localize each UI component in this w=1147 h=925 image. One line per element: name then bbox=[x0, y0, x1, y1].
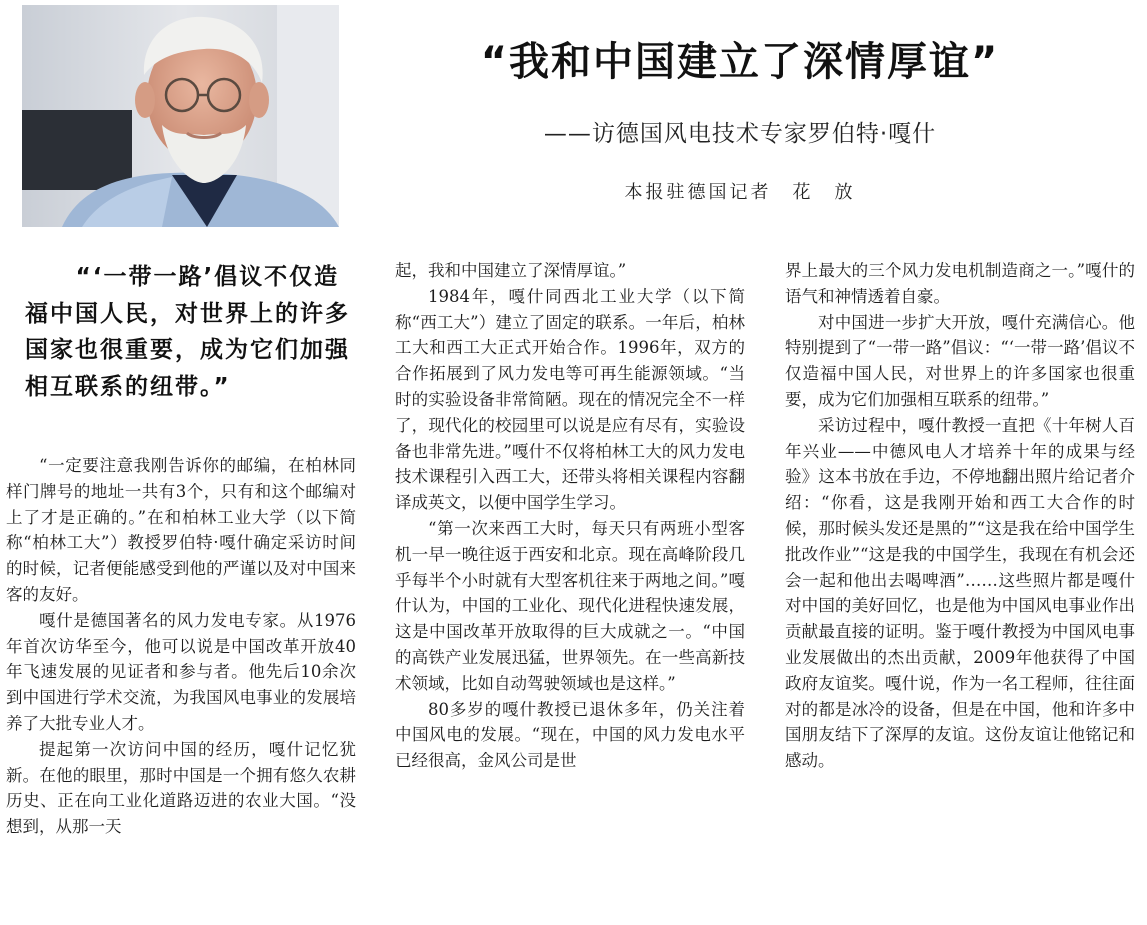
paragraph: 采访过程中，嘎什教授一直把《十年树人百年兴业——中德风电人才培养十年的成果与经验》这本书放在手边，不停地翻出照片给记者介绍：“你看，这是我刚开始和西工大合作的时候，那时候头发还是黑的”“这是我在给中国学生批改作业”“这是我的中国学生，我现在有机会还会一起和他出去喝啤酒”……这些照片都是嘎什对中国的美好回忆，也是他为中国风电事业作出贡献最直接的证明。鉴于嘎什教授为中国风电事业发展做出的杰出贡献，2009年他获得了中国政府友谊奖。嘎什说，作为一名工程师，往往面对的都是冰冷的设备，但是在中国，他和许多中国朋友结下了深厚的友谊。这份友谊让他铭记和感动。 bbox=[785, 415, 1135, 771]
portrait-photo bbox=[22, 5, 339, 227]
paragraph: “一定要注意我刚告诉你的邮编，在柏林同样门牌号的地址一共有3个，只有和这个邮编对上了才是正确的。”在和柏林工业大学（以下简称“柏林工大”）教授罗伯特·嘎什确定采访时间的时候，记者便能感受到他的严谨以及对中国来客的友好。 bbox=[6, 456, 356, 604]
pull-quote: “‘一带一路’倡议不仅造福中国人民，对世界上的许多国家也很重要，成为它们加强相互联系的纽带。” bbox=[25, 264, 350, 400]
paragraph: 对中国进一步扩大开放，嘎什充满信心。他特别提到了“一带一路”倡议：“‘一带一路’倡议不仅造福中国人民，对世界上的许多国家也很重要，成为它们加强相互联系的纽带。” bbox=[785, 312, 1135, 409]
text-column-1 bbox=[6, 453, 356, 840]
article-byline: 本报驻德国记者 花 放 bbox=[624, 182, 856, 203]
paragraph: 提起第一次访问中国的经历，嘎什记忆犹新。在他的眼里，那时中国是一个拥有悠久农耕历史、正在向工业化道路迈进的农业大国。“没想到，从那一天 bbox=[6, 739, 356, 837]
text-column-2 bbox=[395, 258, 745, 774]
article-subtitle: ——访德国风电技术专家罗伯特·嘎什 bbox=[543, 121, 937, 147]
paragraph: 1984年，嘎什同西北工业大学（以下简称“西工大”）建立了固定的联系。一年后，柏林工大和西工大正式开始合作。1996年，双方的合作拓展到了风力发电等可再生能源领域。“当时的实验设备非常简陋。现在的情况完全不一样了，现代化的校园里可以说是应有尽有，实验设备也非常先进。”嘎什不仅将柏林工大的风力发电技术课程引入西工大，还带头将相关课程内容翻译成英文，以便中国学生学习。 bbox=[395, 286, 745, 513]
paragraph-continued: 起，我和中国建立了深情厚谊。” bbox=[395, 261, 627, 280]
paragraph-continued: 界上最大的三个风力发电机制造商之一。”嘎什的语气和神情透着自豪。 bbox=[785, 261, 1135, 306]
paragraph: 嘎什是德国著名的风力发电专家。从1976年首次访华至今，他可以说是中国改革开放40年飞速发展的见证者和参与者。他先后10余次到中国进行学术交流，为我国风电事业的发展培养了大批专业人才。 bbox=[6, 610, 356, 733]
article-title: “我和中国建立了深情厚谊” bbox=[480, 39, 1000, 85]
text-column-3 bbox=[785, 258, 1135, 774]
paragraph: 80多岁的嘎什教授已退休多年，仍关注着中国风电的发展。“现在，中国的风力发电水平已经很高，金风公司是世 bbox=[395, 699, 745, 771]
paragraph: “第一次来西工大时，每天只有两班小型客机一早一晚往返于西安和北京。现在高峰阶段几乎每半个小时就有大型客机往来于两地之间。”嘎什认为，中国的工业化、现代化进程快速发展，这是中国改革开放取得的巨大成就之一。“中国的高铁产业发展迅猛，世界领先。在一些高新技术领域，比如自动驾驶领域也是这样。” bbox=[395, 518, 745, 693]
